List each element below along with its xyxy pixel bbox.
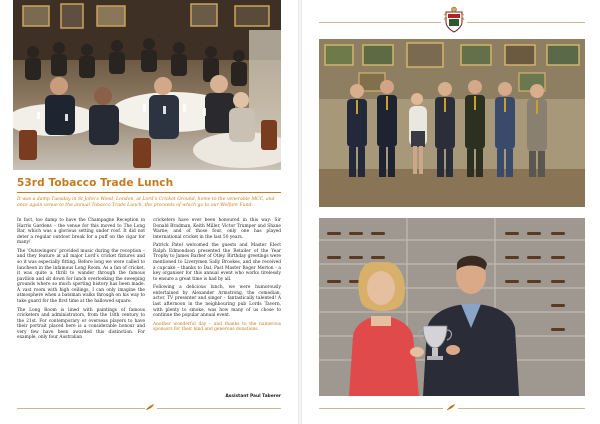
paragraph: Following a delicious lunch, we were humorously entertained by Alexander Armstrong, the comedian, actor, TV presenter and singer – fantastically talented! A last afternoon in the neighbouring pub Lords Tavern, with plenty to smoke, was how many of us chose to continue the popular annual event. [153,285,281,319]
paragraph: The ‘Outswingers’ provided music during the reception – and they feature at all major Lord’s cricket fixtures and so it was especially fitting. Before long we were called to luncheon in the infamous Long Room. As a fan of cricket, it was quite a thrill to wander through the famous pavilion and sit down for lunch overlooking the sweeping grounds where so much sporting history has been made. A vast room with high ceilings, I can only imagine the atmosphere when a batsman walks through on his way to take guard for the first time at the hallowed square. [17,248,145,304]
feather-quill-icon [446,403,456,411]
article-signature: Assistant Paul Taberer [225,394,281,399]
article-column-1 [17,218,145,344]
group-photo [319,39,585,207]
trophy-photo [319,218,585,396]
group-photo-illustration [319,39,585,207]
paragraph: The Long Room is lined with paintings of famous cricketers and administrators, from the 18th century to the 21st. For contemporary or overseas players to have their portrait placed here is a considerable honour and very few have been awarded this distinction. For example, only four Australian [17,307,145,341]
article-title: 53rd Tobacco Trade Lunch [17,177,174,189]
left-page [0,0,298,424]
title-divider [17,192,281,193]
footer-rule-left [17,408,145,409]
footer-rule-right [458,408,585,409]
paragraph: cricketers have ever been honoured in this way: Sir Donald Bradman, Keith Miller, Victor Trumper and Shane Warne; and of those four, only one has played international cricket in the last 50 years. [153,218,281,240]
livery-crest-icon [443,6,465,34]
footer-rule-left [319,408,443,409]
header-rule-left [319,22,441,23]
feather-quill-icon [145,403,155,411]
paragraph: Patrick Patel welcomed the guests and Master Elect Ralph Edmondson presented the Retailer of the Year Trophy to James Barber of Otley. Birthday greetings were mentioned to Liverymen Sally Brookes, and she received a cupcake – thanks to Dal, Past Master Roger Merton - a key organiser for this annual event who works tirelessly to ensure a great time is had by all. [153,243,281,282]
thanks-paragraph: Another wonderful day – and thanks to the numerous sponsors for their kind and generous donations. [153,321,281,333]
dinner-photo-illustration [13,0,281,170]
article-intro: It was a damp Tuesday in St John’s Wood, London, at Lord’s Cricket Ground, home to the venerable MCC, and once again venue to the annual Tobacco Trade Lunch, the proceeds of which go to our Welfare Fund. [17,197,275,209]
article-column-2 [153,218,281,336]
header-rule-right [467,22,585,23]
paragraph: In fact, too damp to have the Champagne Reception in Harris Gardens – the venue for this moved to The Long Bar, which was a glorious setting under roof. It did not deter a regular outdoor break for a puff on the cigar for many! [17,218,145,246]
footer-rule-right [157,408,281,409]
dinner-photo [13,0,281,170]
trophy-photo-illustration [319,218,585,396]
right-page [302,0,600,424]
